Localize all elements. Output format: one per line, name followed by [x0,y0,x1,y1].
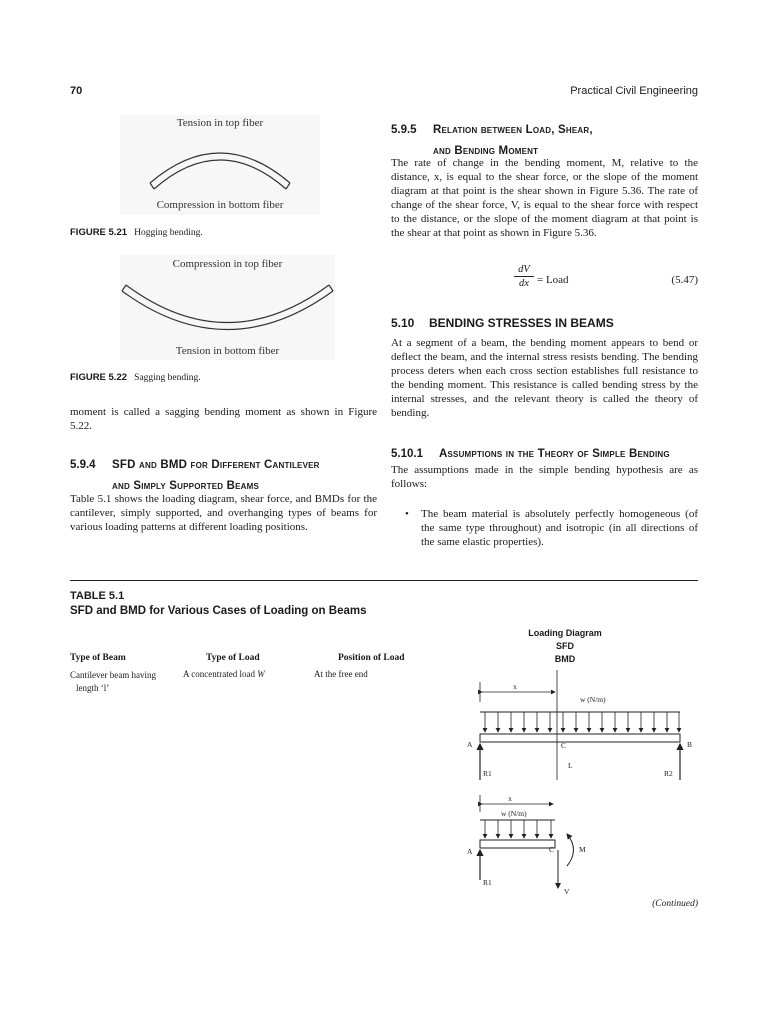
section-510-heading [391,316,614,330]
figure-521-top-label: Tension in top fiber [176,117,264,129]
bullet-text: The beam material is absolutely perfectly homogeneous (of the same type throughout) and isotropic (in all directions of the same elastic properties). [421,508,698,548]
figure-522-image [120,255,335,360]
header-loading-diagram: Loading Diagram [528,628,602,638]
equation-fraction [514,264,534,289]
section-shear-label: V [564,887,570,896]
section-moment-label: M [579,845,586,854]
column-header-position-of-load: Position of Load [338,653,405,663]
section-5101-title: Assumptions in the Theory of Simple Bending [439,448,670,460]
figure-522-number: FIGURE 5.22 [70,372,128,383]
section-5101-heading [391,444,711,462]
table-row-load-type [183,669,265,679]
column-header-type-of-load: Type of Load [206,653,260,663]
beam-point-c: C [561,741,567,750]
section-reaction-1: R1 [483,878,492,887]
section-beam-body [480,840,555,848]
section-594-body: Table 5.1 shows the loading diagram, shear force, and BMDs for the cantilever, simply supported, and overhanging types of beams for various loading patterns at different loading positions. [70,493,377,533]
section-5101-number: 5.10.1 [391,448,423,460]
figure-522-bottom-label: Tension in bottom fiber [175,345,280,357]
beam-x-label: x [513,682,517,691]
figure-521-text: Hogging bending. [134,228,203,238]
equation-numerator: dV [518,264,530,275]
header-bmd: BMD [554,654,576,664]
section-x-label: x [508,794,512,803]
figure-522-top-label: Compression in top fiber [172,258,283,270]
table-row-beam-type [70,669,156,695]
section-594-title-2: and Simply Supported Beams [112,480,260,492]
beam-type-line-1: Cantilever beam having [70,670,156,680]
table-row-load-position: At the free end [314,669,368,679]
page-number: 70 [70,85,83,97]
figure-521-number: FIGURE 5.21 [70,227,128,238]
assumption-bullet-item [405,507,698,549]
equation-rhs: = Load [537,274,569,286]
equation-number: (5.47) [671,274,698,286]
section-595-title-2: and Bending Moment [433,145,539,157]
section-udl-arrows [485,820,551,838]
beam-span-label: L [568,761,573,770]
beam-body [480,734,680,742]
figure-521-caption [70,227,203,238]
section-point-a: A [467,847,473,856]
fraction-bar [514,276,534,277]
beam-point-b: B [687,740,693,749]
beam-type-line-2: length ‘l’ [76,683,110,693]
figure-522-text: Sagging bending. [134,373,201,383]
table-top-rule [70,580,698,581]
equation-denominator: dx [519,278,529,289]
column-header-type-of-beam: Type of Beam [70,653,126,663]
section-595-heading [391,120,698,159]
figure-522-caption [70,372,201,383]
beam-load-label: w (N/m) [580,695,606,704]
section-594-number: 5.9.4 [70,459,96,471]
section-595-title-1: Relation between Load, Shear, [433,124,593,136]
table-label: TABLE 5.1 [70,590,125,602]
bullet-dot: • [405,508,409,520]
table-continued-note: (Continued) [652,899,698,909]
section-load-label: w (N/m) [501,809,527,818]
section-594-heading [70,455,377,494]
beam-point-a: A [467,740,473,749]
figure-521-image [120,115,320,215]
table-right-column-header [520,627,610,666]
moment-arrow [567,834,574,866]
section-595-number: 5.9.5 [391,124,417,136]
loading-diagram [455,670,705,900]
sagging-continuation-text: moment is called a sagging bending moment as shown in Figure 5.22. [70,406,377,432]
section-5101-intro: The assumptions made in the simple bending hypothesis are as follows: [391,464,698,490]
beam-reaction-2: R2 [664,769,673,778]
section-point-c: C [549,845,555,854]
section-595-body: The rate of change in the bending moment, M, relative to the distance, x, is equal to the shear force, or the slope of the moment diagram at that point is the shear shown in Figure 5.36. The rate of change of the shear force, V, is equal to the shear force with respect to the distance, or the slope of the moment diagram at that point is the shear at that point as shown in Figure 5.36. [391,157,698,239]
table-title: SFD and BMD for Various Cases of Loading on Beams [70,605,367,617]
load-type-text: A concentrated load [183,669,258,679]
header-sfd: SFD [556,641,574,651]
section-594-title-1: SFD and BMD for Different Cantilever [112,459,320,471]
section-510-number: 5.10 [391,316,415,330]
udl-arrows [485,712,679,732]
running-title: Practical Civil Engineering [570,85,698,97]
figure-521-bottom-label: Compression in bottom fiber [156,199,284,211]
section-510-title: BENDING STRESSES IN BEAMS [429,316,614,330]
section-510-body: At a segment of a beam, the bending moment appears to bend or deflect the beam, and the internal stress resists bending. The bending process deters when each cross section establishes full resistance to the bending moment. This resistance is called bending stress by the internal stresses, and the relevant theory is called the theory of bending. [391,337,698,419]
beam-reaction-1: R1 [483,769,492,778]
load-type-variable: W [257,669,265,679]
